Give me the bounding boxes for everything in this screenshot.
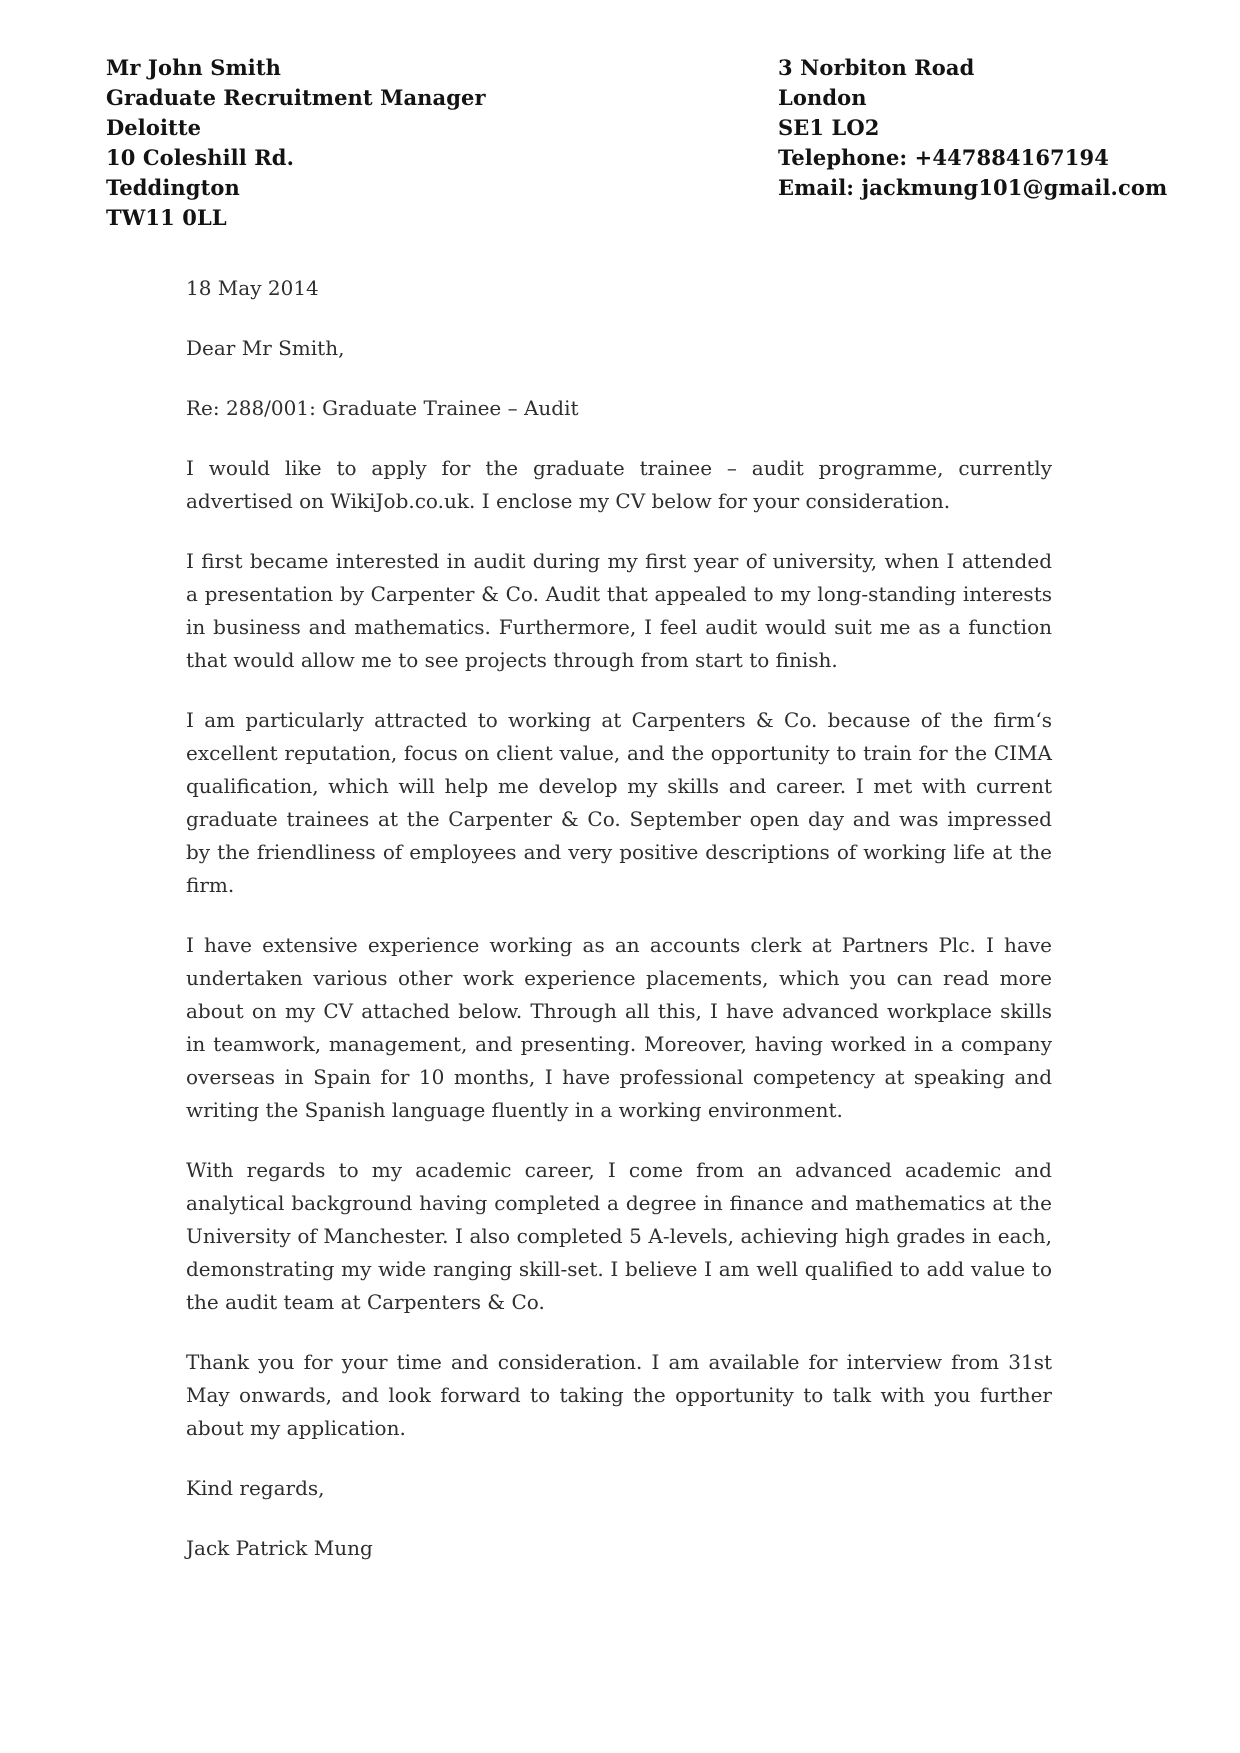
recipient-name: Mr John Smith: [106, 55, 282, 80]
signature-name: Jack Patrick Mung: [186, 1536, 373, 1560]
sender-address-block: [778, 53, 1167, 233]
sender-telephone: Telephone: +447884167194: [778, 145, 1109, 170]
paragraph-interest-in-audit: I first became interested in audit during my first year of university, when I attended a presentation by Carpenter & Co. Audit that appealed to my long-standing interests in business and mathematics. Furthermore, I feel audit would suit me as a function that would allow me to see projects through from start to finish.: [186, 549, 1052, 672]
recipient-town: Teddington: [106, 175, 240, 200]
sender-email: Email: jackmung101@gmail.com: [778, 175, 1168, 200]
recipient-company: Deloitte: [106, 115, 202, 140]
recipient-street: 10 Coleshill Rd.: [106, 145, 294, 170]
subject-line: Re: 288/001: Graduate Trainee – Audit: [186, 396, 579, 420]
closing: Kind regards,: [186, 1476, 325, 1500]
paragraph-academic-career: With regards to my academic career, I come from an advanced academic and analytical background having completed a degree in finance and mathematics at the University of Manchester. I also completed 5 A-levels, achieving high grades in each, demonstrating my wide ranging skill-set. I believe I am well qualified to add value to the audit team at Carpenters & Co.: [186, 1158, 1052, 1314]
letter-date: 18 May 2014: [186, 276, 319, 300]
sender-city: London: [778, 85, 867, 110]
recipient-postcode: TW11 0LL: [106, 205, 227, 230]
paragraph-attraction-to-firm: I am particularly attracted to working at Carpenters & Co. because of the firm‘s excellent reputation, focus on client value, and the opportunity to train for the CIMA qualification, which will help me develop my skills and career. I met with current graduate trainees at the Carpenter & Co. September open day and was impressed by the friendliness of employees and very positive descriptions of working life at the firm.: [186, 708, 1052, 897]
letter-body: [186, 272, 1052, 1565]
sender-postcode: SE1 LO2: [778, 115, 880, 140]
recipient-address-block: [106, 53, 778, 233]
salutation: Dear Mr Smith,: [186, 336, 345, 360]
paragraph-introduction: I would like to apply for the graduate trainee – audit programme, currently advertised on WikiJob.co.uk. I enclose my CV below for your consideration.: [186, 456, 1052, 513]
paragraph-thank-you: Thank you for your time and consideration. I am available for interview from 31st May onwards, and look forward to taking the opportunity to talk with you further about my application.: [186, 1350, 1052, 1440]
letterhead: [0, 0, 1240, 233]
sender-street: 3 Norbiton Road: [778, 55, 975, 80]
recipient-title: Graduate Recruitment Manager: [106, 85, 486, 110]
paragraph-work-experience: I have extensive experience working as an accounts clerk at Partners Plc. I have undertaken various other work experience placements, which you can read more about on my CV attached below. Through all this, I have advanced workplace skills in teamwork, management, and presenting. Moreover, having worked in a company overseas in Spain for 10 months, I have professional competency at speaking and writing the Spanish language fluently in a working environment.: [186, 933, 1052, 1122]
